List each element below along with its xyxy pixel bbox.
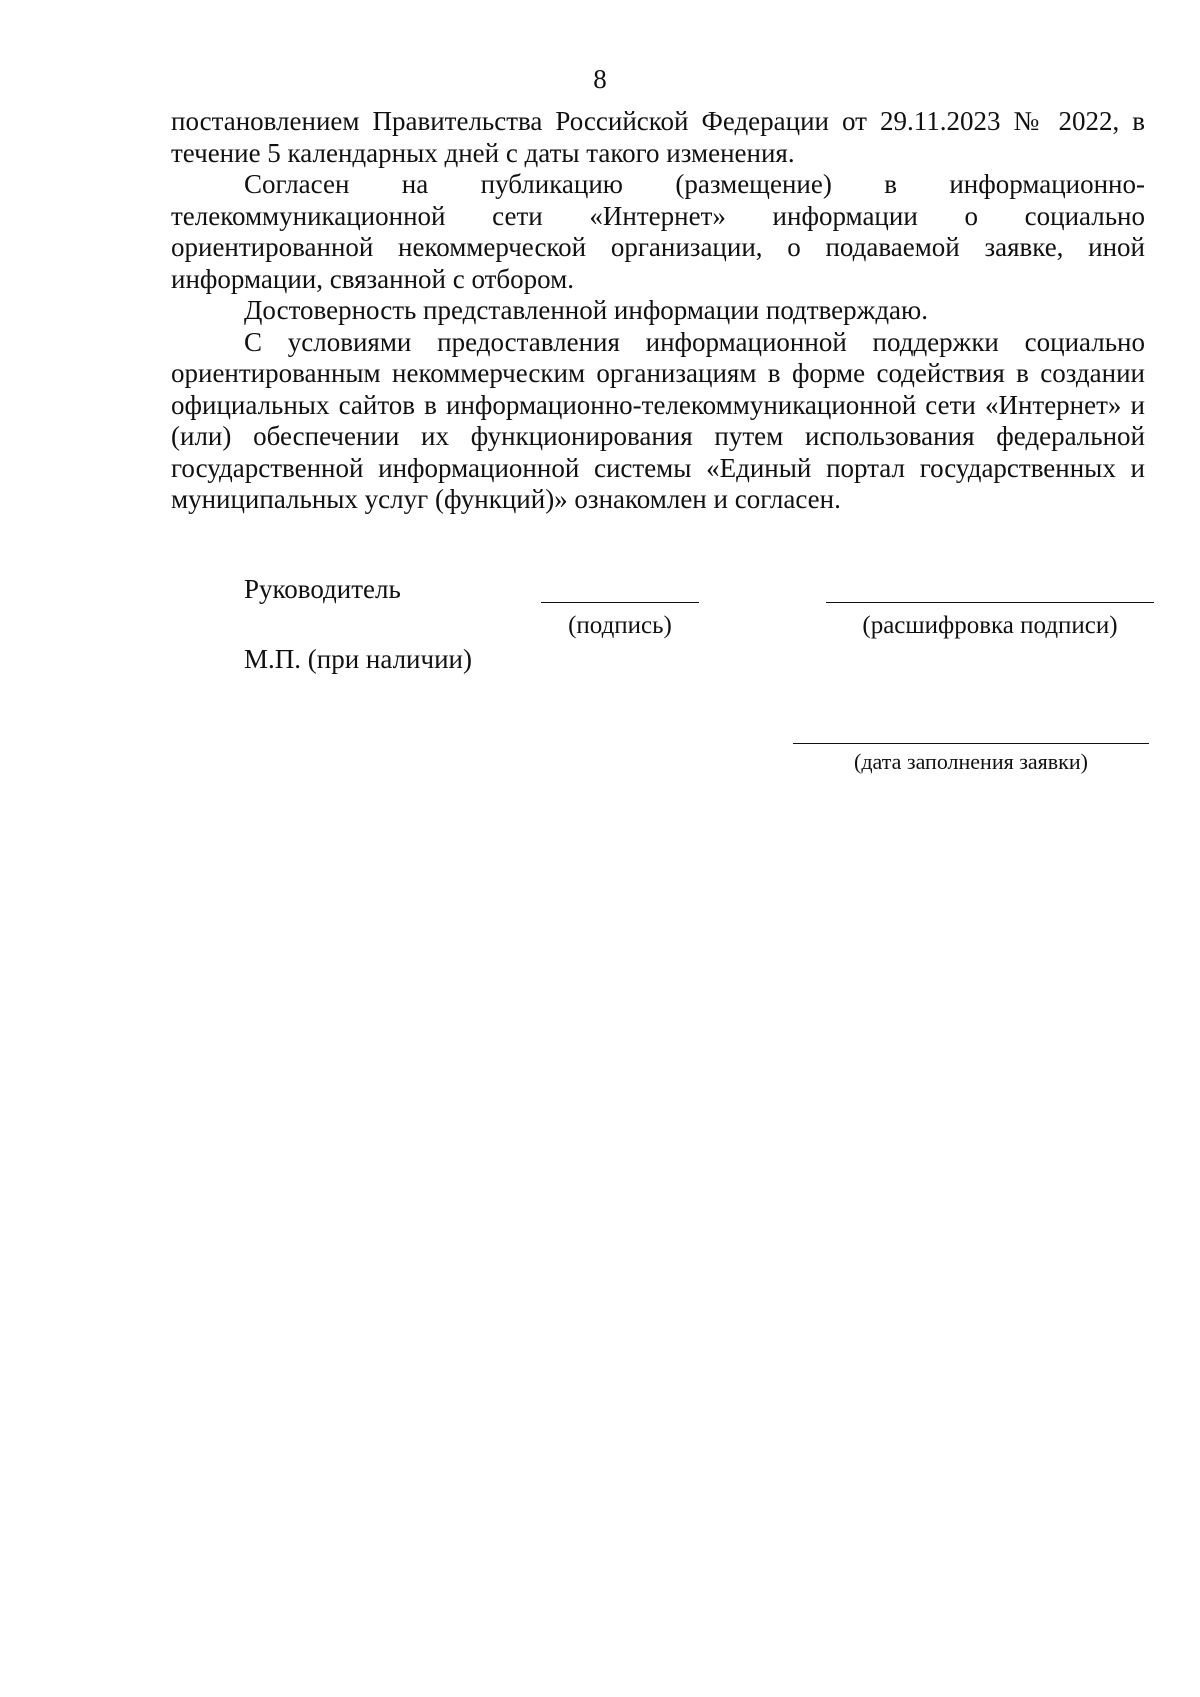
head-label: Руководитель [244, 574, 401, 604]
date-caption: (дата заполнения заявки) [854, 749, 1088, 774]
paragraph-continuation: постановлением Правительства Российской Федерации от 29.11.2023 № 2022, в течение 5 календарных дней с даты такого изменения. [171, 106, 1145, 168]
date-line[interactable] [793, 743, 1149, 744]
paragraph-accuracy-confirmation: Достоверность представленной информации подтверждаю. [244, 295, 928, 325]
body-text [171, 106, 1145, 516]
signature-decoding-caption: (расшифровка подписи) [862, 612, 1118, 639]
page-number: 8 [593, 64, 607, 94]
paragraph-terms-agreement: С условиями предоставления информационной поддержки социально ориентированным некоммерческим организациям в форме содействия в создании официальных сайтов в информационно-телекоммуникационной сети «Интернет» и (или) обеспечении их функционирования путем использования федеральной государственной информационной системы «Единый портал государственных и муниципальных услуг (функций)» ознакомлен и согласен. [171, 326, 1145, 514]
signature-decoding-line[interactable] [826, 602, 1154, 603]
signature-caption: (подпись) [568, 612, 672, 639]
seal-label: М.П. (при наличии) [244, 644, 472, 674]
signature-line[interactable] [541, 602, 699, 603]
paragraph-publication-consent: Согласен на публикацию (размещение) в информационно-телекоммуникационной сети «Интернет» информации о социально ориентированной некоммерческой организации, о подаваемой заявке, иной информации, связанной с отбором. [171, 169, 1145, 294]
